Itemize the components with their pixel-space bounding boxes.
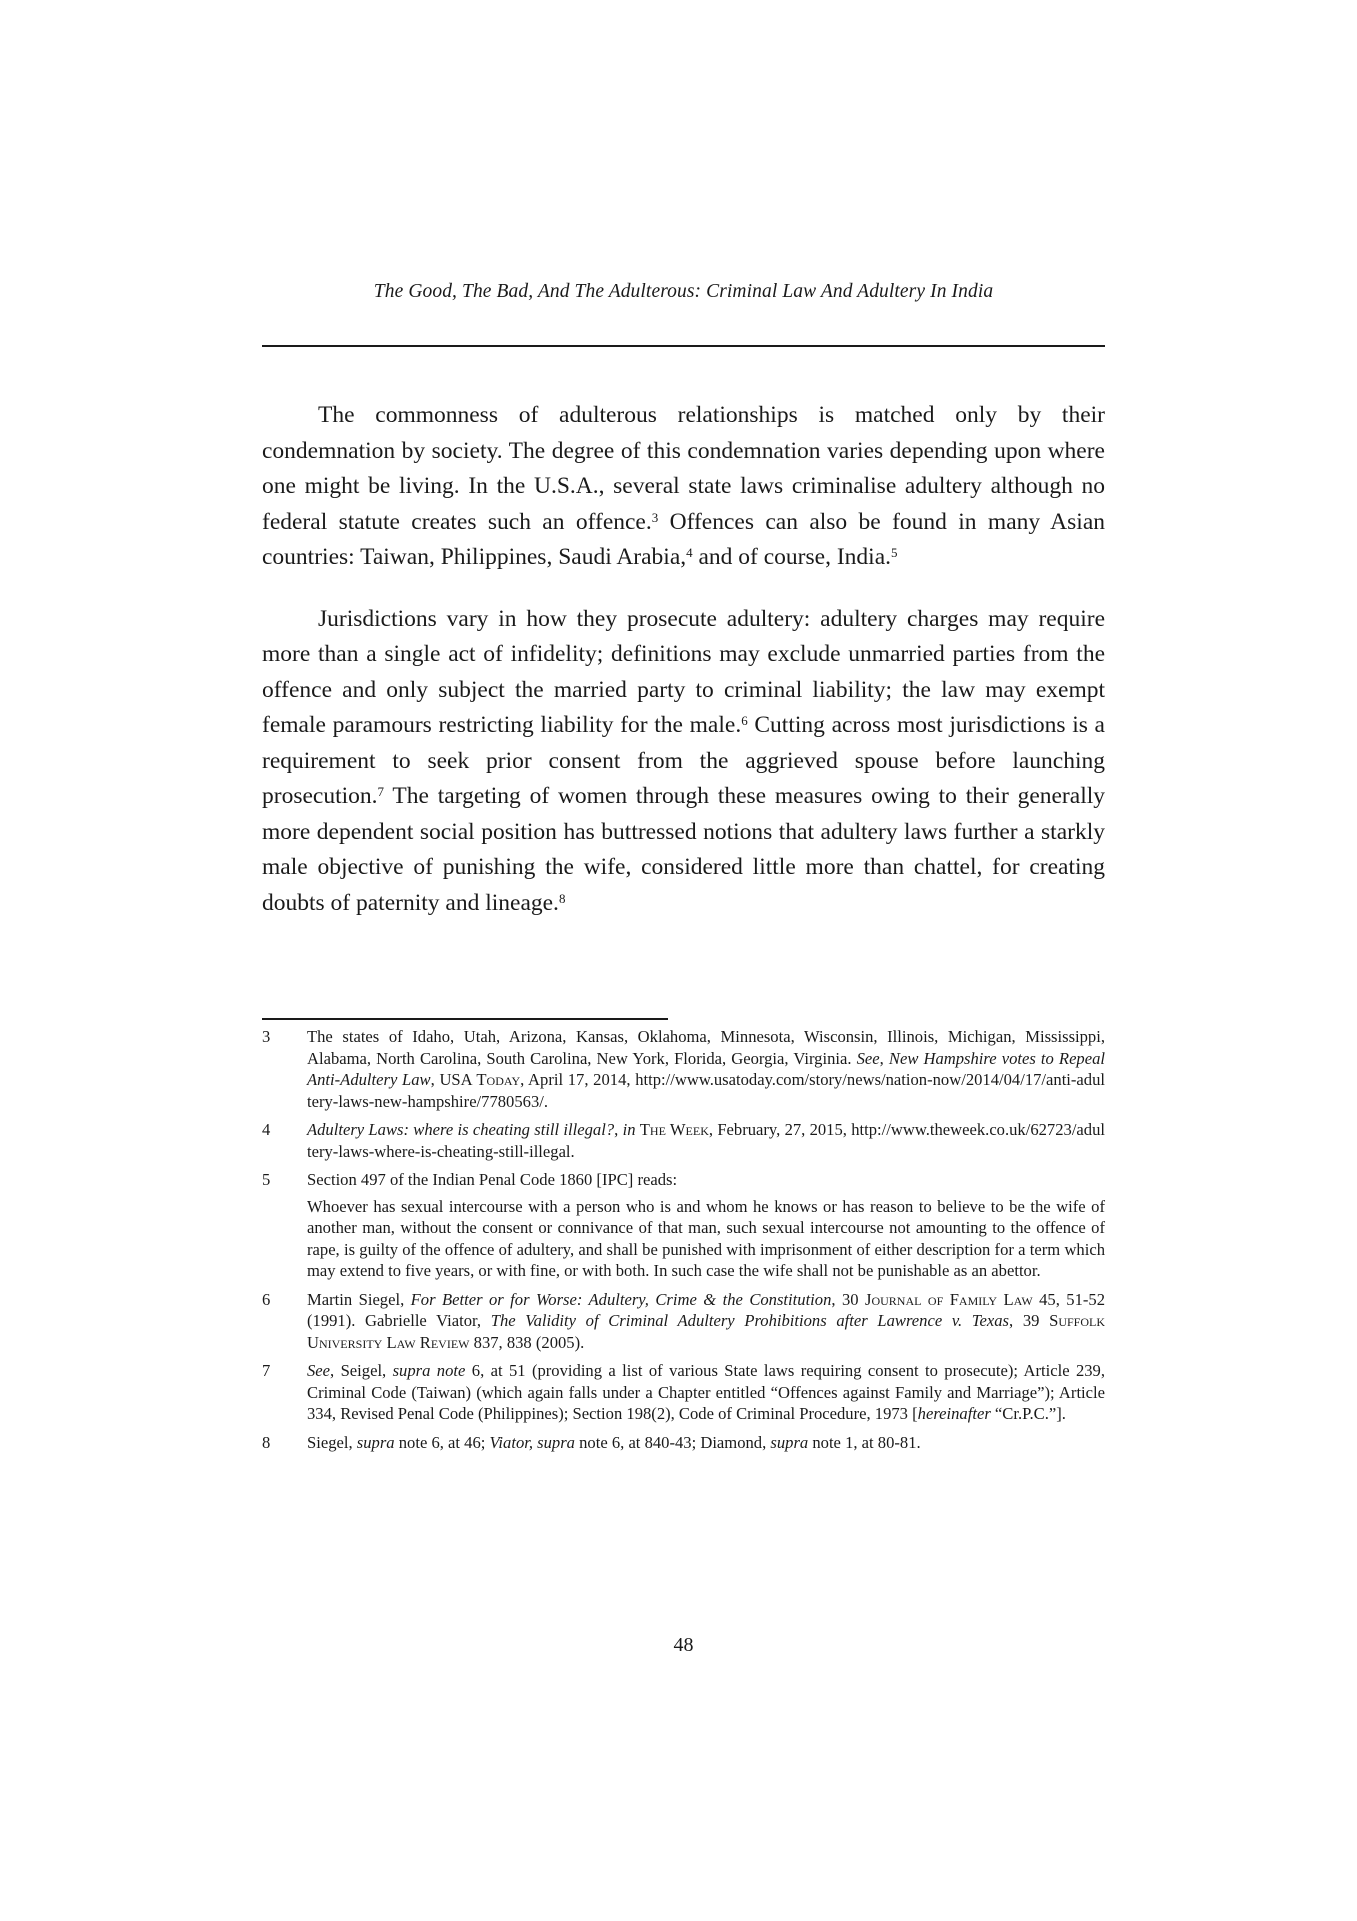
running-header: The Good, The Bad, And The Adulterous: Criminal Law And Adultery In India xyxy=(373,281,994,302)
paragraph-1 xyxy=(262,398,1105,576)
footnote-ref-6[interactable]: 6 xyxy=(741,712,748,728)
footnote-number: 3 xyxy=(262,1027,271,1046)
footnote-number: 6 xyxy=(262,1289,271,1309)
paragraph-1-text-b: Offences can also be found in many Asian countries: Taiwan, Philippines, Saudi Arabia, xyxy=(262,508,1106,570)
footnote-ref-8[interactable]: 8 xyxy=(558,890,566,906)
paragraph-2-text-b: Cutting across most jurisdictions is a requirement to seek prior consent from the aggrieved spouse before launching prosecution. xyxy=(262,712,1105,809)
footnote-text: Section 497 of the Indian Penal Code 1860 [IPC] reads: xyxy=(307,1170,678,1189)
footnote-text: Martin Siegel, For Better or for Worse: Adultery, Crime & the Constitution, 30 Journal of Family Law 45, 51-52 (1991). Gabrielle Viator, The Validity of Criminal Adultery Prohibitions after Lawrence v. Texas, 39 Suffolk University Law Review 837, 838 (2005). xyxy=(307,1289,1106,1352)
footnote-url[interactable]: http://www.theweek.co.uk/62723/adultery-laws-where-is-cheating-still-illegal. xyxy=(307,1120,1105,1161)
footnote-text: Siegel, supra note 6, at 46; Viator, supra note 6, at 840-43; Diamond, supra note 1, at 80-81. xyxy=(307,1432,921,1452)
page-number: 48 xyxy=(673,1634,694,1656)
footnote-3 xyxy=(262,1026,1105,1112)
footnote-6 xyxy=(262,1289,1105,1354)
header-rule xyxy=(262,345,1105,347)
footnote-number: 7 xyxy=(262,1361,271,1380)
footnote-ref-5[interactable]: 5 xyxy=(891,544,898,560)
footnote-number: 8 xyxy=(262,1432,271,1452)
footnote-ref-3[interactable]: 3 xyxy=(651,509,659,525)
footnote-text: The states of Idaho, Utah, Arizona, Kansas, Oklahoma, Minnesota, Wisconsin, Illinois, Michigan, Mississippi, Alabama, North Carolina, South Carolina, New York, Florida, Georgia, Virginia. See, New Hampshire votes to Repeal Anti-Adultery Law, USA Today, April 17, 2014, http://www.usatoday.com/story/news/nation-now/2014/04/17/anti-adultery-laws-new-hampshire/7780563/. xyxy=(307,1027,1106,1111)
paragraph-2 xyxy=(262,602,1105,922)
footnote-4 xyxy=(262,1119,1105,1162)
footnote-7 xyxy=(262,1360,1105,1425)
footnote-number: 5 xyxy=(262,1170,271,1189)
footnote-ref-4[interactable]: 4 xyxy=(686,544,693,560)
footnote-quote: Whoever has sexual intercourse with a person who is and whom he knows or has reason to believe to be the wife of another man, without the consent or connivance of that man, such sexual intercourse not amounting to the offence of rape, is guilty of the offence of adultery, and shall be punished with imprisonment of either description for a term which may extend to five years, or with fine, or with both. In such case the wife shall not be punishable as an abettor. xyxy=(307,1196,1105,1280)
body-text xyxy=(262,398,1105,947)
paragraph-1-text-a: The commonness of adulterous relationships is matched only by their condemnation by society. The degree of this condemnation varies depending upon where one might be living. In the U.S.A., several state laws criminalise adultery although no federal statute creates such an offence. xyxy=(262,402,1105,535)
footnote-url[interactable]: http://www.usatoday.com/story/news/nation-now/2014/04/17/anti-adultery-laws-new-hampshire/7780563/. xyxy=(307,1070,1106,1111)
paragraph-1-text-c: and of course, India. xyxy=(692,544,891,570)
footnote-8 xyxy=(262,1432,1105,1454)
footnote-text: Adultery Laws: where is cheating still illegal?, in The Week, February, 27, 2015, http://www.theweek.co.uk/62723/adultery-laws-where-is-cheating-still-illegal. xyxy=(307,1120,1105,1161)
paragraph-2-text-c: The targeting of women through these measures owing to their generally more dependent social position has buttressed notions that adultery laws further a starkly male objective of punishing the wife, considered little more than chattel, for creating doubts of paternity and lineage. xyxy=(262,783,1105,916)
footnotes xyxy=(262,1026,1105,1460)
footnote-rule xyxy=(262,1018,668,1020)
footnote-5 xyxy=(262,1169,1105,1282)
footnote-number: 4 xyxy=(262,1120,271,1139)
paragraph-2-text-a: Jurisdictions vary in how they prosecute adultery: adultery charges may require more than a single act of infidelity; definitions may exclude unmarried parties from the offence and only subject the married party to criminal liability; the law may exempt female paramours restricting liability for the male. xyxy=(262,605,1105,738)
footnote-ref-7[interactable]: 7 xyxy=(377,783,385,799)
footnote-text: See, Seigel, supra note 6, at 51 (providing a list of various State laws requiring consent to prosecute); Article 239, Criminal Code (Taiwan) (which again falls under a Chapter entitled “Offences against Family and Marriage”); Article 334, Revised Penal Code (Philippines); Section 198(2), Code of Criminal Procedure, 1973 [hereinafter “Cr.P.C.”]. xyxy=(307,1361,1105,1423)
